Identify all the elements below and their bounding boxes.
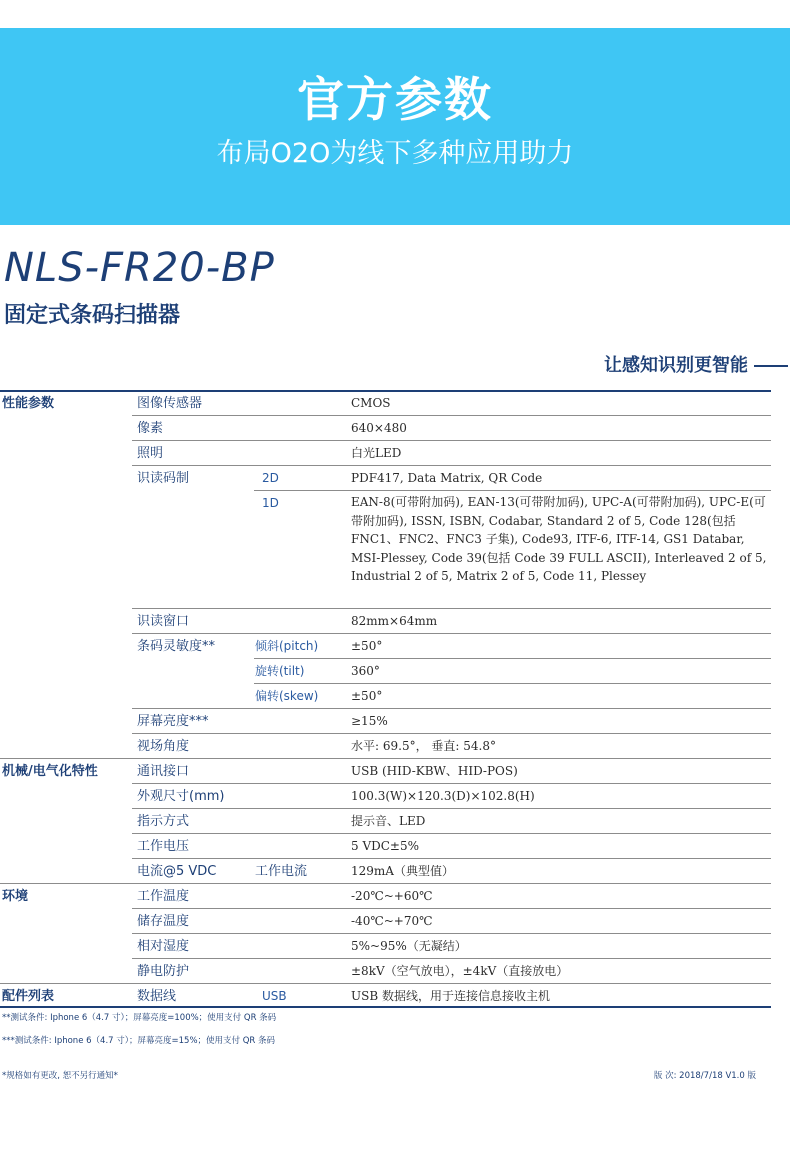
label-interface: 通讯接口 — [137, 764, 190, 779]
value-storage-temp: -40℃~+70℃ — [351, 914, 433, 928]
header-banner — [0, 28, 790, 225]
banner-title: 官方参数 — [297, 73, 493, 128]
row-divider — [254, 490, 771, 491]
value-dimensions: 100.3(W)×120.3(D)×102.8(H) — [351, 789, 535, 803]
row-divider — [254, 658, 771, 659]
section-divider — [0, 983, 771, 984]
model-number: NLS-FR20-BP — [4, 245, 275, 291]
value-pitch: ±50° — [351, 639, 383, 653]
label-cable: 数据线 — [137, 989, 177, 1004]
label-storage-temp: 储存温度 — [137, 914, 190, 929]
slogan-dash — [754, 365, 788, 367]
banner-subtitle: 布局O2O为线下多种应用助力 — [216, 138, 574, 169]
value-humidity: 5%~95%（无凝结） — [351, 939, 467, 953]
row-divider — [132, 933, 771, 934]
row-divider — [132, 908, 771, 909]
row-divider — [132, 465, 771, 466]
value-scan-window: 82mm×64mm — [351, 614, 438, 628]
footnote-disclaimer: *规格如有更改, 恕不另行通知* — [2, 1071, 118, 1081]
value-1d-codes: EAN-8(可带附加码), EAN-13(可带附加码), UPC-A(可带附加码), UPC-E(可带附加码), ISSN, ISBN, Codabar, Standard 2 of 5, Code 128(包括 FNC1、FNC2、FNC3 子集), Code93, ITF-6, ITF-14, GS1 Databar, MSI-Plessey, Code 39(包括 Code 39 FULL ASCII), Interleaved 2 of 5, Industrial 2 of 5, Matrix 2 of 5, Code 11, Plessey — [351, 495, 767, 584]
category-mechanical-electrical: 机械/电气化特性 — [2, 764, 98, 779]
row-divider — [254, 683, 771, 684]
row-divider — [132, 608, 771, 609]
row-divider — [132, 633, 771, 634]
slogan — [604, 352, 788, 380]
sublabel-operating-current: 工作电流 — [255, 864, 308, 879]
footnote-sensitivity: **测试条件: Iphone 6（4.7 寸）；屏幕亮度=100%；使用支付 QR 条码 — [2, 1013, 277, 1023]
label-voltage: 工作电压 — [137, 839, 190, 854]
sublabel-skew: 偏转(skew) — [255, 689, 319, 703]
label-indication: 指示方式 — [137, 814, 190, 829]
label-barcode-sensitivity: 条码灵敏度** — [137, 639, 216, 654]
value-cable: USB 数据线，用于连接信息接收主机 — [351, 989, 550, 1003]
label-screen-brightness: 屏幕亮度*** — [137, 714, 209, 729]
slogan-text: 让感知识别更智能 — [604, 355, 748, 376]
value-image-sensor: CMOS — [351, 396, 391, 410]
sublabel-usb: USB — [262, 989, 287, 1003]
label-dimensions: 外观尺寸(mm) — [137, 789, 225, 804]
value-interface: USB (HID-KBW、HID-POS) — [351, 764, 518, 778]
footnote-brightness: ***测试条件: Iphone 6（4.7 寸）；屏幕亮度=15%；使用支付 QR 条码 — [2, 1036, 276, 1046]
label-illumination: 照明 — [137, 446, 164, 461]
value-screen-brightness: ≥15% — [351, 714, 388, 728]
value-tilt: 360° — [351, 664, 380, 678]
label-scan-window: 识读窗口 — [137, 614, 190, 629]
value-skew: ±50° — [351, 689, 383, 703]
label-current: 电流@5 VDC — [137, 864, 217, 879]
section-divider — [0, 758, 771, 759]
value-field-of-view: 水平: 69.5°， 垂直: 54.8° — [351, 739, 496, 753]
product-name: 固定式条码扫描器 — [4, 303, 181, 328]
value-esd: ±8kV（空气放电），±4kV（直接放电） — [351, 964, 569, 978]
table-top-border — [0, 390, 771, 392]
sublabel-tilt: 旋转(tilt) — [255, 664, 305, 678]
label-esd: 静电防护 — [137, 964, 190, 979]
value-operating-temp: -20℃~+60℃ — [351, 889, 433, 903]
row-divider — [132, 783, 771, 784]
section-divider — [0, 883, 771, 884]
sublabel-2d: 2D — [262, 471, 279, 485]
category-accessories: 配件列表 — [2, 989, 55, 1004]
row-divider — [132, 808, 771, 809]
row-divider — [132, 415, 771, 416]
label-operating-temp: 工作温度 — [137, 889, 190, 904]
row-divider — [132, 958, 771, 959]
label-field-of-view: 视场角度 — [137, 739, 190, 754]
value-illumination: 白光LED — [351, 446, 402, 460]
row-divider — [132, 440, 771, 441]
row-divider — [132, 833, 771, 834]
value-2d-codes: PDF417, Data Matrix, QR Code — [351, 471, 543, 485]
version-info: 版 次: 2018/7/18 V1.0 版 — [653, 1071, 756, 1081]
label-image-sensor: 图像传感器 — [137, 396, 203, 411]
value-pixels: 640×480 — [351, 421, 407, 435]
value-indication: 提示音、LED — [351, 814, 426, 828]
row-divider — [132, 708, 771, 709]
sublabel-pitch: 倾斜(pitch) — [255, 639, 319, 653]
value-current: 129mA（典型值） — [351, 864, 454, 878]
row-divider — [132, 733, 771, 734]
category-environment: 环境 — [2, 889, 29, 904]
row-divider — [132, 858, 771, 859]
label-humidity: 相对湿度 — [137, 939, 190, 954]
label-pixels: 像素 — [137, 421, 164, 436]
value-voltage: 5 VDC±5% — [351, 839, 420, 853]
label-symbologies: 识读码制 — [137, 471, 190, 486]
category-performance: 性能参数 — [2, 396, 55, 411]
sublabel-1d: 1D — [262, 496, 279, 510]
